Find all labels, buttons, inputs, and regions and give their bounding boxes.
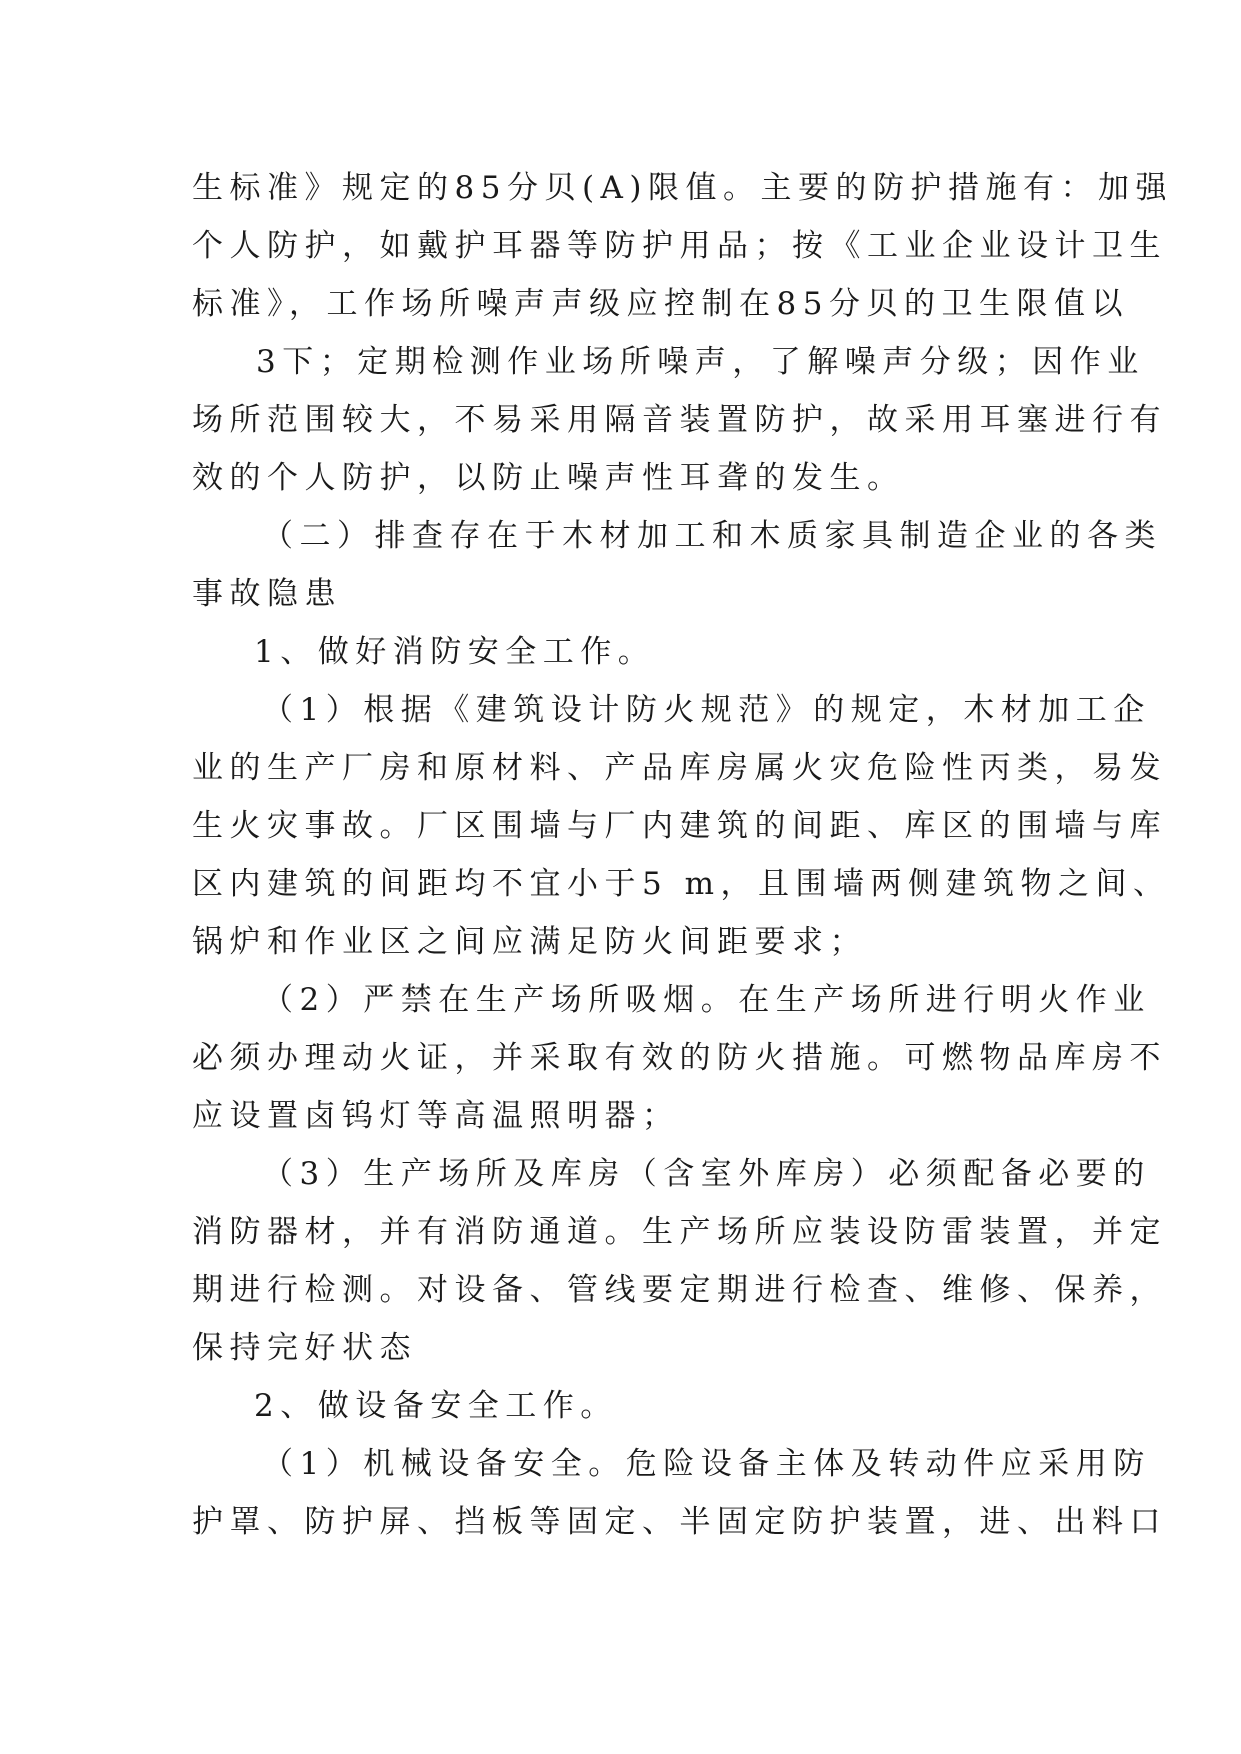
text-line: 场所范围较大，不易采用隔音装置防护，故采用耳塞进行有: [192, 402, 1167, 438]
text-line: （3）生产场所及库房（含室外库房）必须配备必要的: [262, 1156, 1151, 1192]
text-line: 个人防护，如戴护耳器等防护用品；按《工业企业设计卫生: [192, 228, 1167, 264]
subsection-heading: 2、做设备安全工作。: [254, 1388, 618, 1424]
text-line: 消防器材，并有消防通道。生产场所应装设防雷装置，并定: [192, 1214, 1167, 1250]
text-line: 标准》，工作场所噪声声级应控制在85分贝的卫生限值以: [192, 286, 1129, 322]
text-line: 必须办理动火证，并采取有效的防火措施。可燃物品库房不: [192, 1040, 1167, 1076]
text-line: 效的个人防护，以防止噪声性耳聋的发生。: [192, 460, 905, 496]
text-line: 业的生产厂房和原材料、产品库房属火灾危险性丙类，易发: [192, 750, 1167, 786]
text-line: （1）根据《建筑设计防火规范》的规定，木材加工企: [262, 692, 1151, 728]
text-line: 保持完好状态: [192, 1330, 417, 1366]
text-line: 应设置卤钨灯等高温照明器；: [192, 1098, 680, 1134]
text-line: 生火灾事故。厂区围墙与厂内建筑的间距、库区的围墙与库: [192, 808, 1167, 844]
text-line: 区内建筑的间距均不宜小于5 m，且围墙两侧建筑物之间、: [192, 866, 1171, 902]
subsection-heading: 1、做好消防安全工作。: [254, 634, 656, 670]
text-line: （1）机械设备安全。危险设备主体及转动件应采用防: [262, 1446, 1151, 1482]
text-line: 3下；定期检测作业场所噪声，了解噪声分级；因作业: [256, 344, 1145, 380]
section-heading: （二）排查存在于木材加工和木质家具制造企业的各类: [262, 518, 1162, 554]
text-line: 期进行检测。对设备、管线要定期进行检查、维修、保养，: [192, 1272, 1167, 1308]
section-heading-continued: 事故隐患: [192, 576, 342, 612]
text-line: 护罩、防护屏、挡板等固定、半固定防护装置，进、出料口: [192, 1504, 1167, 1540]
text-line: 锅炉和作业区之间应满足防火间距要求；: [192, 924, 867, 960]
text-line: 生标准》规定的85分贝(A)限值。主要的防护措施有：加强: [192, 170, 1174, 206]
text-line: （2）严禁在生产场所吸烟。在生产场所进行明火作业: [262, 982, 1151, 1018]
